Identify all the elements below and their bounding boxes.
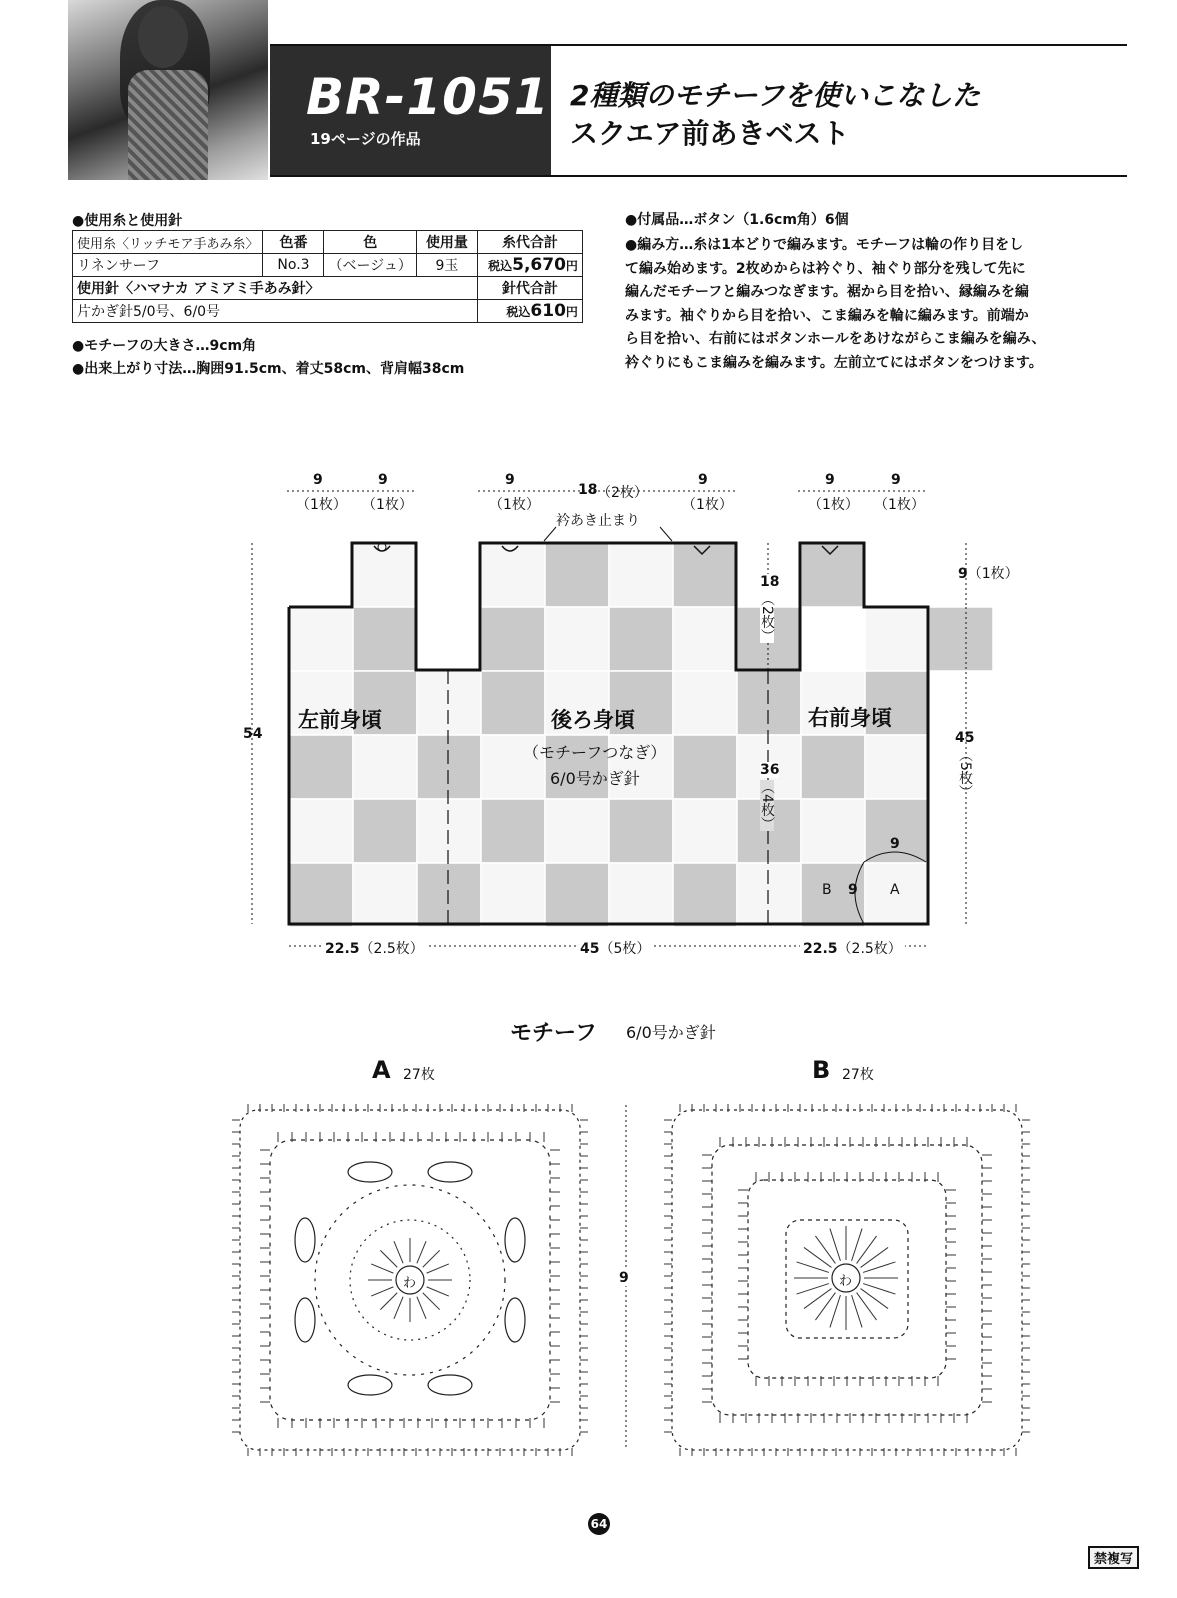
motif-square xyxy=(481,543,545,607)
right-body-count: （5枚） xyxy=(957,748,973,799)
method-line: ら目を拾い、右前にはボタンホールをあけながらこま編みを編み、 xyxy=(625,331,1046,347)
page-reference: 19ページの作品 xyxy=(310,130,421,148)
bottom-right-width: 22.5（2.5枚） xyxy=(800,938,905,958)
motif-square xyxy=(865,799,929,863)
inner-height-36: 36 xyxy=(760,762,780,778)
motif-b-marker: B xyxy=(822,882,832,898)
motif-square xyxy=(545,799,609,863)
dim-top: 9 xyxy=(313,472,323,488)
motif-square xyxy=(417,863,481,927)
yarn-amount: 9玉 xyxy=(416,254,477,277)
back-sub-label: （モチーフつなぎ） xyxy=(523,743,667,762)
motif-square xyxy=(737,671,801,735)
motif-square xyxy=(865,607,929,671)
right-top-height: 9（1枚） xyxy=(958,566,1019,582)
motif-square xyxy=(417,671,481,735)
dim-top-count: （1枚） xyxy=(489,497,540,513)
dim-top-count: （1枚） xyxy=(682,497,733,513)
motif-square xyxy=(481,607,545,671)
dim-top-count: （1枚） xyxy=(874,497,925,513)
method-line: ●編み方…糸は1本どりで編みます。モチーフは輪の作り目をし xyxy=(625,237,1024,253)
yarn-head-cell: 色番 xyxy=(263,231,324,254)
title-line-1: 2種類のモチーフを使いこなした xyxy=(570,79,981,112)
inner-height-36-count: （4枚） xyxy=(759,780,775,831)
motif-square xyxy=(481,671,545,735)
inner-height-18: 18 xyxy=(760,574,780,590)
page-number: 64 xyxy=(588,1513,610,1535)
method-line: て編み始めます。2枚めからは衿ぐり、袖ぐり部分を残して先に xyxy=(625,260,1026,277)
motif-square xyxy=(673,863,737,927)
motif-square xyxy=(673,735,737,799)
dim-top: 9 xyxy=(825,472,835,488)
needle-head-cell: 針代合計 xyxy=(477,277,582,300)
method-line: 編んだモチーフと編みつなぎます。裾から目を拾い、縁編みを編 xyxy=(625,284,1029,300)
neck-pointer xyxy=(544,527,556,541)
motif-square xyxy=(353,863,417,927)
back-label: 後ろ身頃 xyxy=(551,708,635,732)
finished-size-note: ●出来上がり寸法…胸囲91.5cm、着丈58cm、背肩幅38cm xyxy=(72,361,465,377)
motif-square xyxy=(417,799,481,863)
motif-b-label: B xyxy=(812,1056,831,1084)
motif-square xyxy=(353,607,417,671)
motif-a-marker: A xyxy=(890,882,900,898)
method-line: みます。袖ぐりから目を拾い、こま編みを輪に編みます。前端か xyxy=(625,307,1029,324)
right-body-height: 45 xyxy=(955,730,975,746)
yarn-name: リネンサーフ xyxy=(73,254,263,277)
motif-b-size: 9 xyxy=(619,1270,629,1286)
motif-square xyxy=(609,799,673,863)
neck-pointer xyxy=(660,527,672,541)
motif-dimension: 9 xyxy=(890,836,900,852)
product-code: BR-10517 xyxy=(306,68,586,126)
right-front-label: 右前身頃 xyxy=(808,706,892,730)
title-line-2: スクエア前あきベスト xyxy=(570,117,850,150)
motif-square xyxy=(289,607,353,671)
motif-a-count: 27枚 xyxy=(403,1067,435,1083)
dim-top: 9 xyxy=(378,472,388,488)
motif-square xyxy=(353,543,417,607)
needle-sizes: 片かぎ針5/0号、6/0号 xyxy=(73,300,478,323)
motif-square xyxy=(481,799,545,863)
motif-square xyxy=(545,863,609,927)
motif-square xyxy=(609,863,673,927)
dim-top: 18 xyxy=(578,482,598,498)
dim-top-count: （1枚） xyxy=(808,497,859,513)
method-line: 衿ぐりにもこま編みを編みます。左前立てにはボタンをつけます。 xyxy=(625,354,1043,371)
motif-square xyxy=(353,735,417,799)
dim-top: 9 xyxy=(698,472,708,488)
motif-square xyxy=(289,735,353,799)
motif-dimension: 9 xyxy=(848,882,858,898)
dim-top-count: （1枚） xyxy=(362,497,413,513)
total-height-label: 54 xyxy=(243,726,263,742)
needle-head-cell: 使用針〈ハマナカ アミアミ手あみ針〉 xyxy=(73,277,478,300)
accessories-note: ●付属品…ボタン（1.6cm角）6個 xyxy=(625,212,849,228)
motif-square xyxy=(417,735,481,799)
dim-top-count: （1枚） xyxy=(296,497,347,513)
motif-title: モチーフ xyxy=(510,1021,597,1046)
yarn-color-number: No.3 xyxy=(263,254,324,277)
neck-opening-label: 衿あき止まり xyxy=(556,513,640,529)
motif-square xyxy=(545,543,609,607)
yarn-head-cell: 糸代合計 xyxy=(477,231,582,254)
materials-heading: ●使用糸と使用針 xyxy=(72,213,183,229)
motif-square xyxy=(929,607,993,671)
yarn-color: （ベージュ） xyxy=(324,254,416,277)
motif-a-center-ring: わ xyxy=(403,1276,417,1291)
motif-a-label: A xyxy=(372,1056,391,1084)
dim-top: 9 xyxy=(505,472,515,488)
copy-prohibited-stamp: 禁複写 xyxy=(1088,1546,1139,1569)
motif-b-center-ring: わ xyxy=(839,1274,853,1289)
motif-square xyxy=(801,799,865,863)
back-needle-label: 6/0号かぎ針 xyxy=(550,769,640,788)
yarn-head-cell: 使用糸〈リッチモア手あみ糸〉 xyxy=(73,231,263,254)
motif-square xyxy=(673,671,737,735)
motif-size-note: ●モチーフの大きさ…9cm角 xyxy=(72,338,257,354)
yarn-head-cell: 使用量 xyxy=(416,231,477,254)
motif-square xyxy=(801,543,865,607)
motif-square xyxy=(737,863,801,927)
motif-grid xyxy=(289,543,993,927)
motif-square xyxy=(481,863,545,927)
dim-top: 9 xyxy=(891,472,901,488)
dim-top-count: （2枚） xyxy=(597,485,648,501)
motif-square xyxy=(609,543,673,607)
yarn-head-cell: 色 xyxy=(324,231,416,254)
inner-height-18-count: （2枚） xyxy=(759,592,775,643)
motif-square xyxy=(673,799,737,863)
motif-b-count: 27枚 xyxy=(842,1067,874,1083)
motif-square xyxy=(289,799,353,863)
yarn-price: 税込5,670円 xyxy=(477,254,582,277)
bottom-left-width: 22.5（2.5枚） xyxy=(322,938,427,958)
motif-square xyxy=(545,607,609,671)
motif-square xyxy=(673,543,737,607)
motif-square xyxy=(609,607,673,671)
motif-needle: 6/0号かぎ針 xyxy=(626,1023,716,1042)
motif-square xyxy=(353,799,417,863)
bottom-mid-width: 45（5枚） xyxy=(577,938,653,958)
motif-square xyxy=(801,735,865,799)
motif-square xyxy=(865,735,929,799)
motif-square xyxy=(289,863,353,927)
motif-square xyxy=(673,607,737,671)
needle-price: 税込610円 xyxy=(477,300,582,323)
left-front-label: 左前身頃 xyxy=(298,708,382,732)
